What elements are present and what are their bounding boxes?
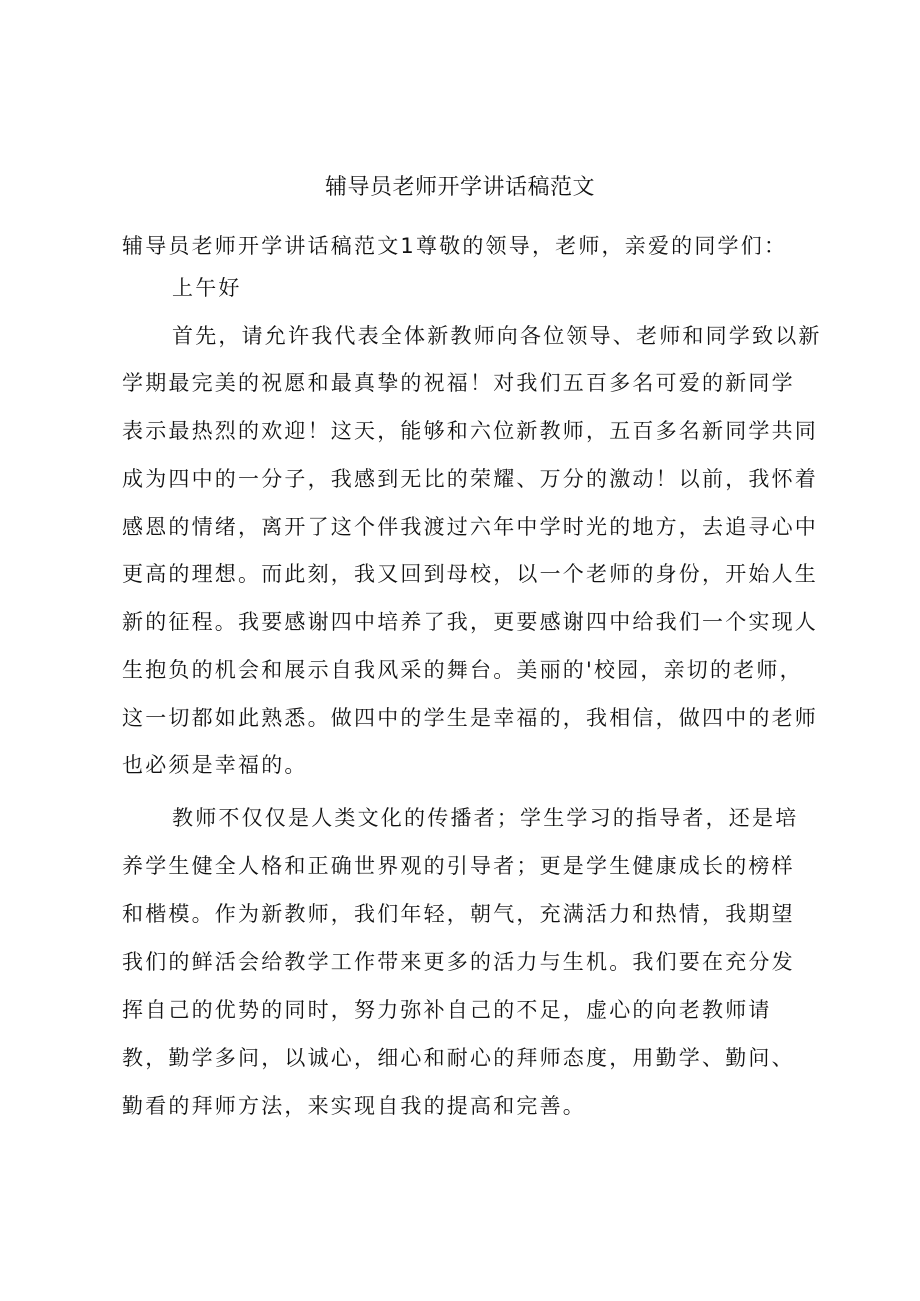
paragraph-2-line-5: 挥自己的优势的同时，努力弥补自己的不足，虚心的向老教师请 bbox=[122, 998, 772, 1022]
document-title: 辅导员老师开学讲话稿范文 bbox=[324, 175, 595, 200]
paragraph-1-line-8: 生抱负的机会和展示自我风采的舞台。美丽的'校园，亲切的老师， bbox=[122, 658, 803, 682]
paragraph-1-line-3: 表示最热烈的欢迎！这天，能够和六位新教师，五百多名新同学共同 bbox=[122, 419, 818, 443]
paragraph-1-line-5: 感恩的情绪，离开了这个伴我渡过六年中学时光的地方，去追寻心中 bbox=[122, 515, 818, 539]
paragraph-2-line-1: 教师不仅仅是人类文化的传播者；学生学习的指导者，还是培 bbox=[172, 806, 799, 830]
paragraph-1-line-10: 也必须是幸福的。 bbox=[122, 753, 308, 777]
paragraph-2-line-6: 教，勤学多问，以诚心，细心和耐心的拜师态度，用勤学、勤问、 bbox=[122, 1046, 795, 1070]
paragraph-2-line-7: 勤看的拜师方法，来实现自我的提高和完善。 bbox=[122, 1094, 586, 1118]
greeting-line: 上午好 bbox=[172, 276, 242, 300]
paragraph-1-line-6: 更高的理想。而此刻，我又回到母校，以一个老师的身份，开始人生 bbox=[122, 562, 818, 586]
paragraph-2-line-4: 我们的鲜活会给教学工作带来更多的活力与生机。我们要在充分发 bbox=[122, 950, 795, 974]
paragraph-2-line-2: 养学生健全人格和正确世界观的引导者；更是学生健康成长的榜样 bbox=[122, 854, 795, 878]
opening-line: 辅导员老师开学讲话稿范文1尊敬的领导，老师，亲爱的同学们： bbox=[122, 234, 788, 258]
paragraph-1-line-2: 学期最完美的祝愿和最真挚的祝福！对我们五百多名可爱的新同学 bbox=[122, 371, 795, 395]
paragraph-1-line-1: 首先，请允许我代表全体新教师向各位领导、老师和同学致以新 bbox=[172, 324, 822, 348]
paragraph-1-line-9: 这一切都如此熟悉。做四中的学生是幸福的，我相信，做四中的老师 bbox=[122, 706, 818, 730]
paragraph-2-line-3: 和楷模。作为新教师，我们年轻，朝气，充满活力和热情，我期望 bbox=[122, 902, 795, 926]
paragraph-1-line-7: 新的征程。我要感谢四中培养了我，更要感谢四中给我们一个实现人 bbox=[122, 610, 818, 634]
paragraph-1-line-4: 成为四中的一分子，我感到无比的荣耀、万分的激动！以前，我怀着 bbox=[122, 467, 818, 491]
